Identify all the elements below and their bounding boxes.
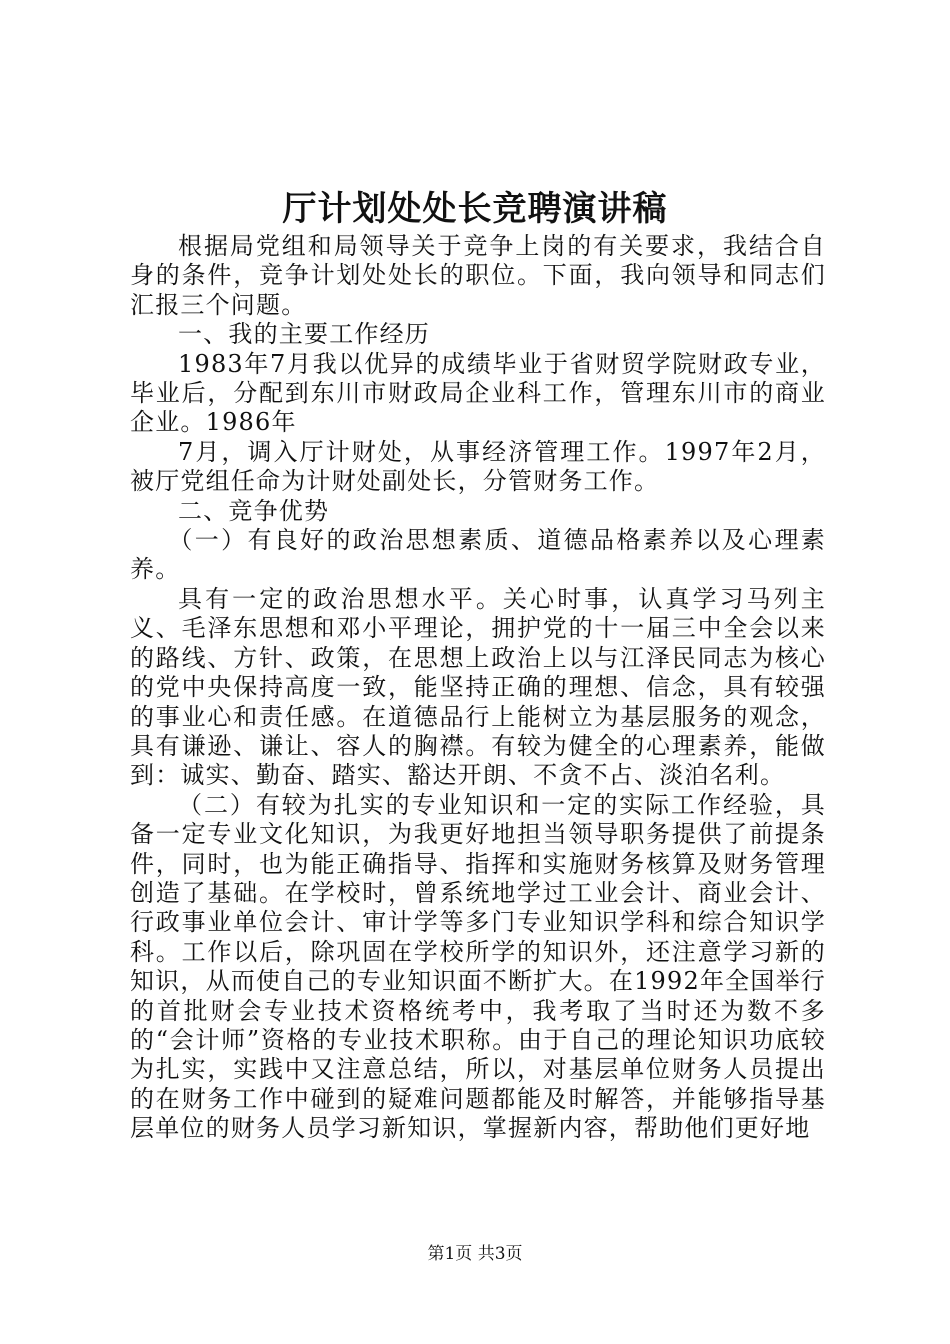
professional-knowledge-paragraph: （二）有较为扎实的专业知识和一定的实际工作经验，具备一定专业文化知识，为我更好地担当领导职务提供了前提条件，同时，也为能正确指导、指挥和实施财务核算及财务管理创造了基础。在学校时，曾系统地学过工业会计、商业会计、行政事业单位会计、审计学等多门专业知识学科和综合知识学科。工作以后，除巩固在学校所学的知识外，还注意学习新的知识，从而使自己的专业知识面不断扩大。在1992年全国举行的首批财会专业技术资格统考中，我考取了当时还为数不多的“会计师”资格的专业技术职称。由于自己的理论知识功底较为扎实，实践中又注意总结，所以，对基层单位财务人员提出的在财务工作中碰到的疑难问题都能及时解答，并能够指导基层单位的财务人员学习新知识，掌握新内容，帮助他们更好地 — [130, 790, 826, 1143]
political-quality-paragraph: 具有一定的政治思想水平。关心时事，认真学习马列主义、毛泽东思想和邓小平理论，拥护党的十一届三中全会以来的路线、方针、政策，在思想上政治上以与江泽民同志为核心的党中央保持高度一致，能坚持正确的理想、信念，具有较强的事业心和责任感。在道德品行上能树立为基层服务的观念，具有谦逊、谦让、容人的胸襟。有较为健全的心理素养，能做到：诚实、勤奋、踏实、豁达开朗、不贪不占、淡泊名利。 — [130, 584, 826, 790]
intro-paragraph: 根据局党组和局领导关于竞争上岗的有关要求，我结合自身的条件，竞争计划处处长的职位。下面，我向领导和同志们汇报三个问题。 — [130, 232, 826, 319]
section-heading-advantages: 二、竞争优势 — [178, 496, 330, 525]
experience-paragraph-2: 7月，调入厅计财处，从事经济管理工作。1997年2月，被厅党组任命为计财处副处长，分管财务工作。 — [130, 437, 826, 496]
section-heading-experience: 一、我的主要工作经历 — [178, 320, 430, 349]
experience-paragraph-1: 1983年7月我以优异的成绩毕业于省财贸学院财政专业，毕业后，分配到东川市财政局企业科工作，管理东川市的商业企业。1986年 — [130, 349, 826, 437]
document-title: 厅计划处处长竞聘演讲稿 — [282, 189, 668, 229]
page-number-footer: 第1页 共3页 — [427, 1244, 523, 1264]
subheading-political-quality: （一）有良好的政治思想素质、道德品格素养以及心理素养。 — [130, 526, 826, 584]
document-body — [130, 232, 826, 1144]
